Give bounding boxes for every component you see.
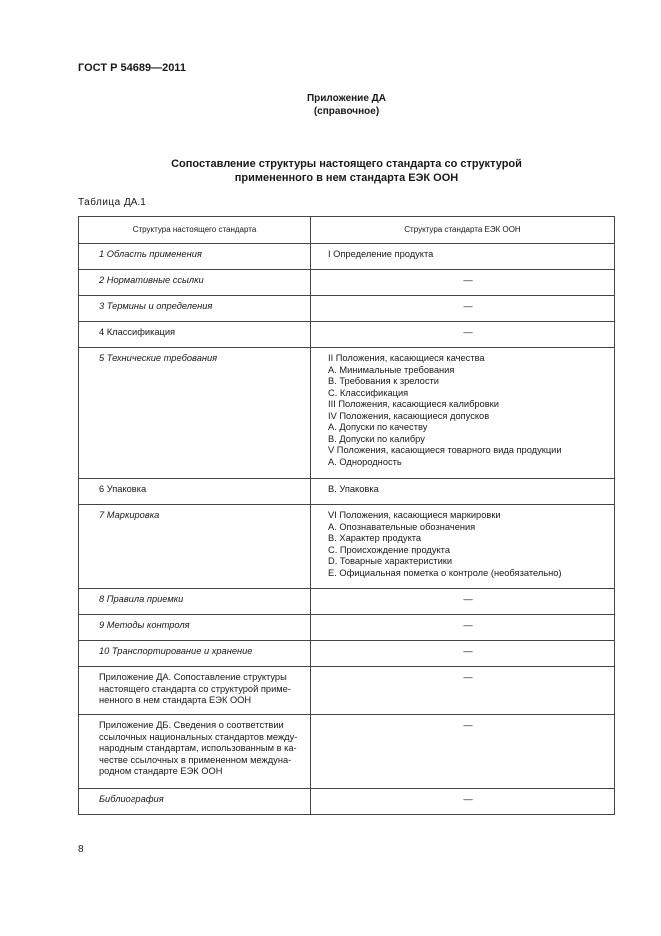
cell-text-line: А. Минимальные требования <box>328 364 455 375</box>
cell-text-line: V Положения, касающиеся товарного вида продукции <box>328 445 562 455</box>
cell-unece-structure <box>311 296 615 322</box>
cell-dash: — <box>463 620 473 630</box>
cell-national-structure <box>79 244 311 270</box>
table-row <box>79 505 615 589</box>
cell-national-structure <box>79 789 311 815</box>
cell-text-line: С. Классификация <box>328 387 409 398</box>
table-row <box>79 348 615 479</box>
cell-unece-structure <box>311 244 615 270</box>
table-caption-number: ДА.1 <box>124 197 146 208</box>
table-row <box>79 244 615 270</box>
cell-text-line: ненного в нем стандарта ЕЭК ООН <box>99 695 252 705</box>
cell-text-line: I Определение продукта <box>328 249 434 259</box>
cell-text-line: 6 Упаковка <box>99 484 147 494</box>
table-header-row <box>79 217 615 244</box>
cell-national-structure <box>79 641 311 667</box>
cell-unece-structure <box>311 322 615 348</box>
cell-national-structure <box>79 715 311 789</box>
table-row <box>79 296 615 322</box>
cell-text-line: D. Товарные характеристики <box>328 556 453 566</box>
cell-national-structure <box>79 270 311 296</box>
cell-dash: — <box>463 794 473 804</box>
cell-text-line: А. Опознавательные обозначения <box>328 521 476 532</box>
cell-national-structure <box>79 322 311 348</box>
cell-unece-structure <box>311 667 615 715</box>
cell-national-structure <box>79 479 311 505</box>
cell-unece-structure <box>311 479 615 505</box>
cell-text-line: Библиография <box>99 794 164 804</box>
cell-unece-structure <box>311 615 615 641</box>
cell-text-line: настоящего стандарта со структурой приме- <box>99 683 291 694</box>
table-title <box>0 157 661 185</box>
cell-text-line: Е. Официальная пометка о контроле (необязательно) <box>328 567 562 578</box>
cell-text-line: 4 Классификация <box>99 327 176 337</box>
table-caption-label: Таблица <box>78 197 121 208</box>
table-row <box>79 270 615 296</box>
table-caption <box>78 197 146 208</box>
cell-text-line: 1 Область применения <box>99 249 202 259</box>
table-row <box>79 589 615 615</box>
cell-unece-structure <box>311 589 615 615</box>
cell-national-structure <box>79 615 311 641</box>
cell-text-line: Приложение ДА. Сопоставление структуры <box>99 672 287 682</box>
cell-dash: — <box>463 672 473 682</box>
comparison-table <box>78 216 615 815</box>
table-row <box>79 667 615 715</box>
cell-dash: — <box>463 646 473 656</box>
table-row <box>79 615 615 641</box>
cell-dash: — <box>463 327 473 337</box>
cell-text-line: VI Положения, касающиеся маркировки <box>328 510 501 520</box>
table-row <box>79 479 615 505</box>
annex-heading <box>0 92 661 118</box>
column-header-national: Структура настоящего стандарта <box>79 217 311 244</box>
cell-text-line: II Положения, касающиеся качества <box>328 353 485 363</box>
table-title-line-1: Сопоставление структуры настоящего стандарта со структурой <box>171 158 522 170</box>
column-header-unece: Структура стандарта ЕЭК ООН <box>311 217 615 244</box>
cell-text-line: честве ссылочных в примененном междуна- <box>99 754 292 765</box>
cell-text-line: ссылочных национальных стандартов между- <box>99 731 298 742</box>
cell-text-line: 7 Маркировка <box>99 510 160 520</box>
cell-dash: — <box>463 720 473 730</box>
cell-dash: — <box>463 594 473 604</box>
cell-text-line: народным стандартам, использованным в ка- <box>99 743 297 753</box>
cell-unece-structure <box>311 348 615 479</box>
cell-text-line: 10 Транспортирование и хранение <box>99 646 253 656</box>
cell-text-line: В. Требования к зрелости <box>328 376 439 386</box>
cell-text-line: IV Положения, касающиеся допусков <box>328 410 490 421</box>
cell-text-line: 3 Термины и определения <box>99 301 213 311</box>
cell-national-structure <box>79 348 311 479</box>
cell-text-line: С. Происхождение продукта <box>328 544 450 555</box>
cell-text-line: А. Допуски по качеству <box>328 422 428 432</box>
cell-national-structure <box>79 589 311 615</box>
cell-unece-structure <box>311 715 615 789</box>
page-number: 8 <box>78 844 84 855</box>
cell-text-line: В. Характер продукта <box>328 533 422 543</box>
annex-subtitle: (справочное) <box>313 106 380 117</box>
cell-text-line: 5 Технические требования <box>99 353 218 363</box>
cell-text-line: В. Допуски по калибру <box>328 433 425 444</box>
cell-dash: — <box>463 275 473 285</box>
cell-unece-structure <box>311 505 615 589</box>
table-row <box>79 715 615 789</box>
table-row <box>79 789 615 815</box>
cell-national-structure <box>79 296 311 322</box>
cell-unece-structure <box>311 270 615 296</box>
cell-unece-structure <box>311 789 615 815</box>
table-row <box>79 641 615 667</box>
cell-national-structure <box>79 505 311 589</box>
cell-text-line: 2 Нормативные ссылки <box>99 275 204 285</box>
cell-text-line: родном стандарте ЕЭК ООН <box>99 766 223 776</box>
cell-unece-structure <box>311 641 615 667</box>
cell-text-line: 8 Правила приемки <box>99 594 184 604</box>
table-title-line-2: примененного в нем стандарта ЕЭК ООН <box>234 172 459 184</box>
document-code: ГОСТ Р 54689—2011 <box>78 62 186 74</box>
table-row <box>79 322 615 348</box>
cell-text-line: 9 Методы контроля <box>99 620 190 630</box>
cell-text-line: Приложение ДБ. Сведения о соответствии <box>99 720 284 730</box>
annex-title: Приложение ДА <box>306 93 387 104</box>
cell-national-structure <box>79 667 311 715</box>
cell-dash: — <box>463 301 473 311</box>
cell-text-line: В. Упаковка <box>328 484 379 494</box>
cell-text-line: А. Однородность <box>328 456 402 467</box>
cell-text-line: III Положения, касающиеся калибровки <box>328 399 499 409</box>
